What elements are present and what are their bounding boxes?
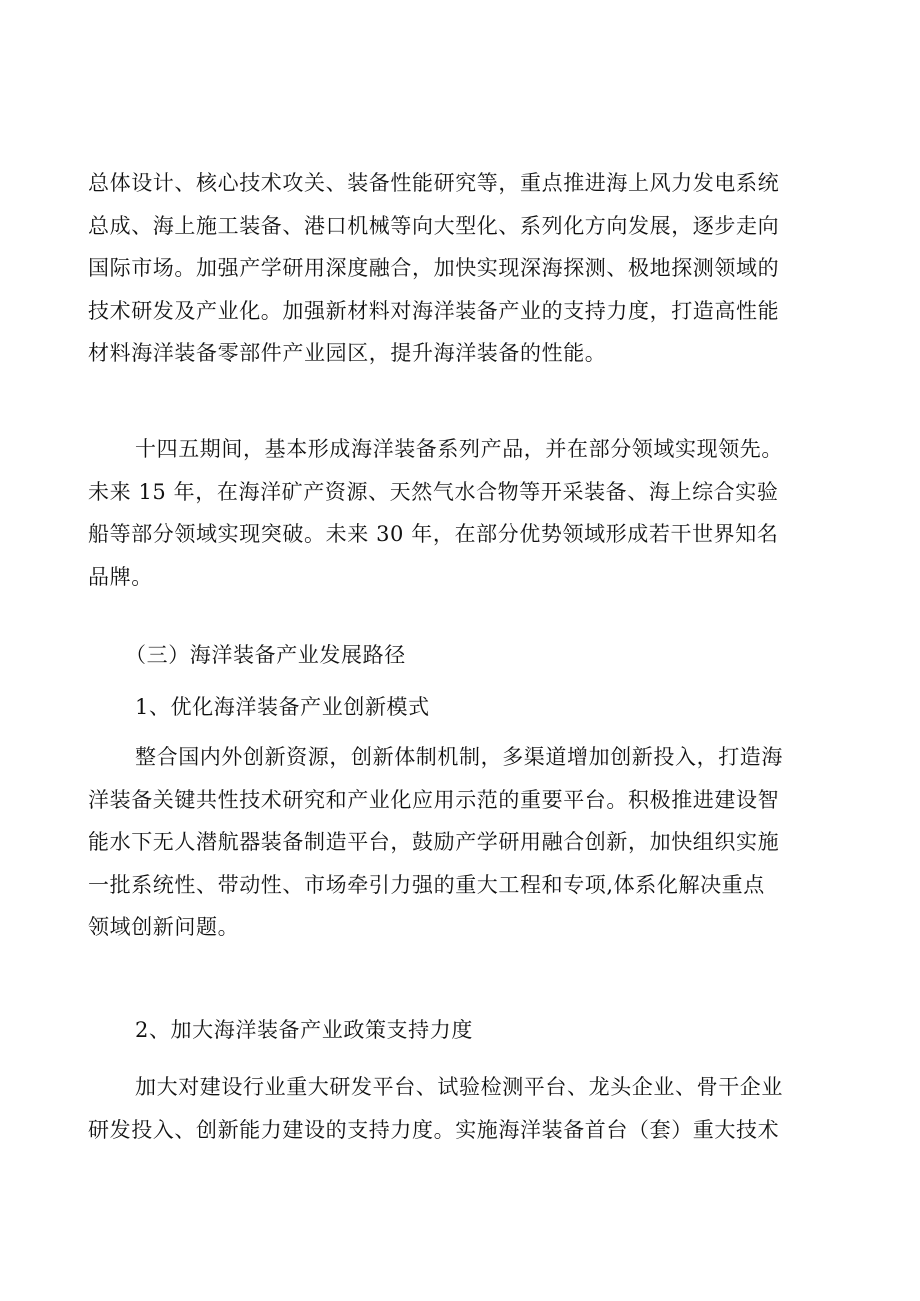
paragraph-4 (88, 1066, 840, 1151)
subsection-heading-2: 2、加大海洋装备产业政策支持力度 (135, 1018, 473, 1042)
paragraph-line: 国际市场。加强产学研用深度融合，加快实现深海探测、极地探测领域的 (88, 256, 780, 280)
paragraph-line: 能水下无人潜航器装备制造平台，鼓励产学研用融合创新，加快组织实施 (88, 830, 780, 854)
paragraph-1 (88, 162, 840, 375)
paragraph-line: 整合国内外创新资源，创新体制机制，多渠道增加创新投入，打造海 (135, 745, 783, 769)
paragraph-line: 洋装备关键共性技术研究和产业化应用示范的重要平台。积极推进建设智 (88, 787, 780, 812)
paragraph-line: 研发投入、创新能力建设的支持力度。实施海洋装备首台（套）重大技术 (88, 1117, 780, 1142)
paragraph-line: 总成、海上施工装备、港口机械等向大型化、系列化方向发展，逐步走向 (88, 213, 780, 238)
paragraph-line: 品牌。 (88, 564, 153, 589)
paragraph-2 (88, 428, 840, 598)
paragraph-line: 领域创新问题。 (88, 915, 240, 939)
paragraph-line: 十四五期间，基本形成海洋装备系列产品，并在部分领域实现领先。 (135, 437, 783, 461)
paragraph-line: 技术研发及产业化。加强新材料对海洋装备产业的支持力度，打造高性能 (88, 298, 780, 323)
paragraph-line: 未来 15 年，在海洋矿产资源、天然气水合物等开采装备、海上综合实验 (88, 479, 779, 504)
subsection-heading-1: 1、优化海洋装备产业创新模式 (135, 695, 430, 719)
paragraph-line: 材料海洋装备零部件产业园区，提升海洋装备的性能。 (88, 341, 607, 365)
section-heading: （三）海洋装备产业发展路径 (125, 643, 406, 667)
paragraph-3 (88, 736, 840, 949)
paragraph-line: 加大对建设行业重大研发平台、试验检测平台、龙头企业、骨干企业 (135, 1075, 783, 1099)
paragraph-line: 总体设计、核心技术攻关、装备性能研究等，重点推进海上风力发电系统 (88, 171, 780, 195)
paragraph-line: 船等部分领域实现突破。未来 30 年，在部分优势领域形成若干世界知名 (88, 522, 779, 546)
paragraph-line: 一批系统性、带动性、市场牵引力强的重大工程和专项,体系化解决重点 (88, 872, 765, 897)
